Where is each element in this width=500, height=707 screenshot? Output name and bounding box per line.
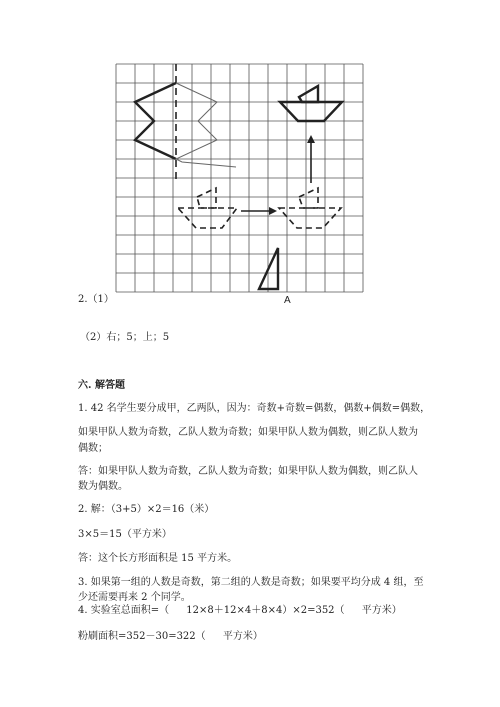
q2-line2: 3×5＝15（平方米） bbox=[78, 529, 172, 540]
q4-line1-part-b: 12×8＋12×4＋8×4）×2=352（ bbox=[186, 605, 345, 616]
boat-solid bbox=[280, 86, 342, 121]
star-right-half bbox=[176, 83, 236, 167]
q1-answer-line2: 数为偶数。 bbox=[78, 481, 128, 492]
q4-line1-part-c: 平方米） bbox=[361, 605, 402, 616]
label-2-1: 2.（1） bbox=[78, 294, 114, 305]
q4-line2 bbox=[78, 627, 263, 642]
q1-line2: 如果甲队人数为奇数，乙队人数为奇数；如果甲队人数为偶数，则乙队人数为 bbox=[78, 427, 418, 438]
boat-dashed-translated bbox=[279, 188, 341, 228]
q3-line2: 少还需要再来 2 个同学。 bbox=[78, 592, 191, 603]
q3-line1: 3. 如果第一组的人数是奇数，第二组的人数是奇数；如果要平均分成 4 组，至 bbox=[78, 577, 424, 588]
q4-line1-part-a: 4. 实验室总面积=（ bbox=[78, 605, 170, 616]
q4-line1 bbox=[78, 601, 402, 616]
q4-line2-part-b: 平方米） bbox=[222, 631, 263, 642]
q2-answer: 答：这个长方形面积是 15 平方米。 bbox=[78, 553, 238, 564]
boat-dashed bbox=[178, 188, 237, 228]
section-title: 六. 解答题 bbox=[78, 380, 125, 391]
arrow-right bbox=[241, 207, 277, 215]
answer-2-2: （2）右；5；上；5 bbox=[80, 332, 170, 343]
q4-line2-part-a: 粉刷面积=352－30=322（ bbox=[78, 631, 206, 642]
geometry-grid-figure bbox=[0, 0, 500, 320]
grid-lines bbox=[116, 64, 363, 292]
point-label-a: A bbox=[284, 295, 291, 306]
q1-line3: 偶数； bbox=[78, 443, 108, 454]
q1-answer-line1: 答：如果甲队人数为奇数，乙队人数为奇数；如果甲队人数为偶数，则乙队人 bbox=[78, 466, 418, 477]
q2-line1: 2. 解：（3+5）×2＝16（米） bbox=[78, 504, 215, 515]
q1-line1: 1. 42 名学生要分成甲，乙两队，因为：奇数+奇数=偶数，偶数+偶数=偶数， bbox=[78, 403, 431, 414]
